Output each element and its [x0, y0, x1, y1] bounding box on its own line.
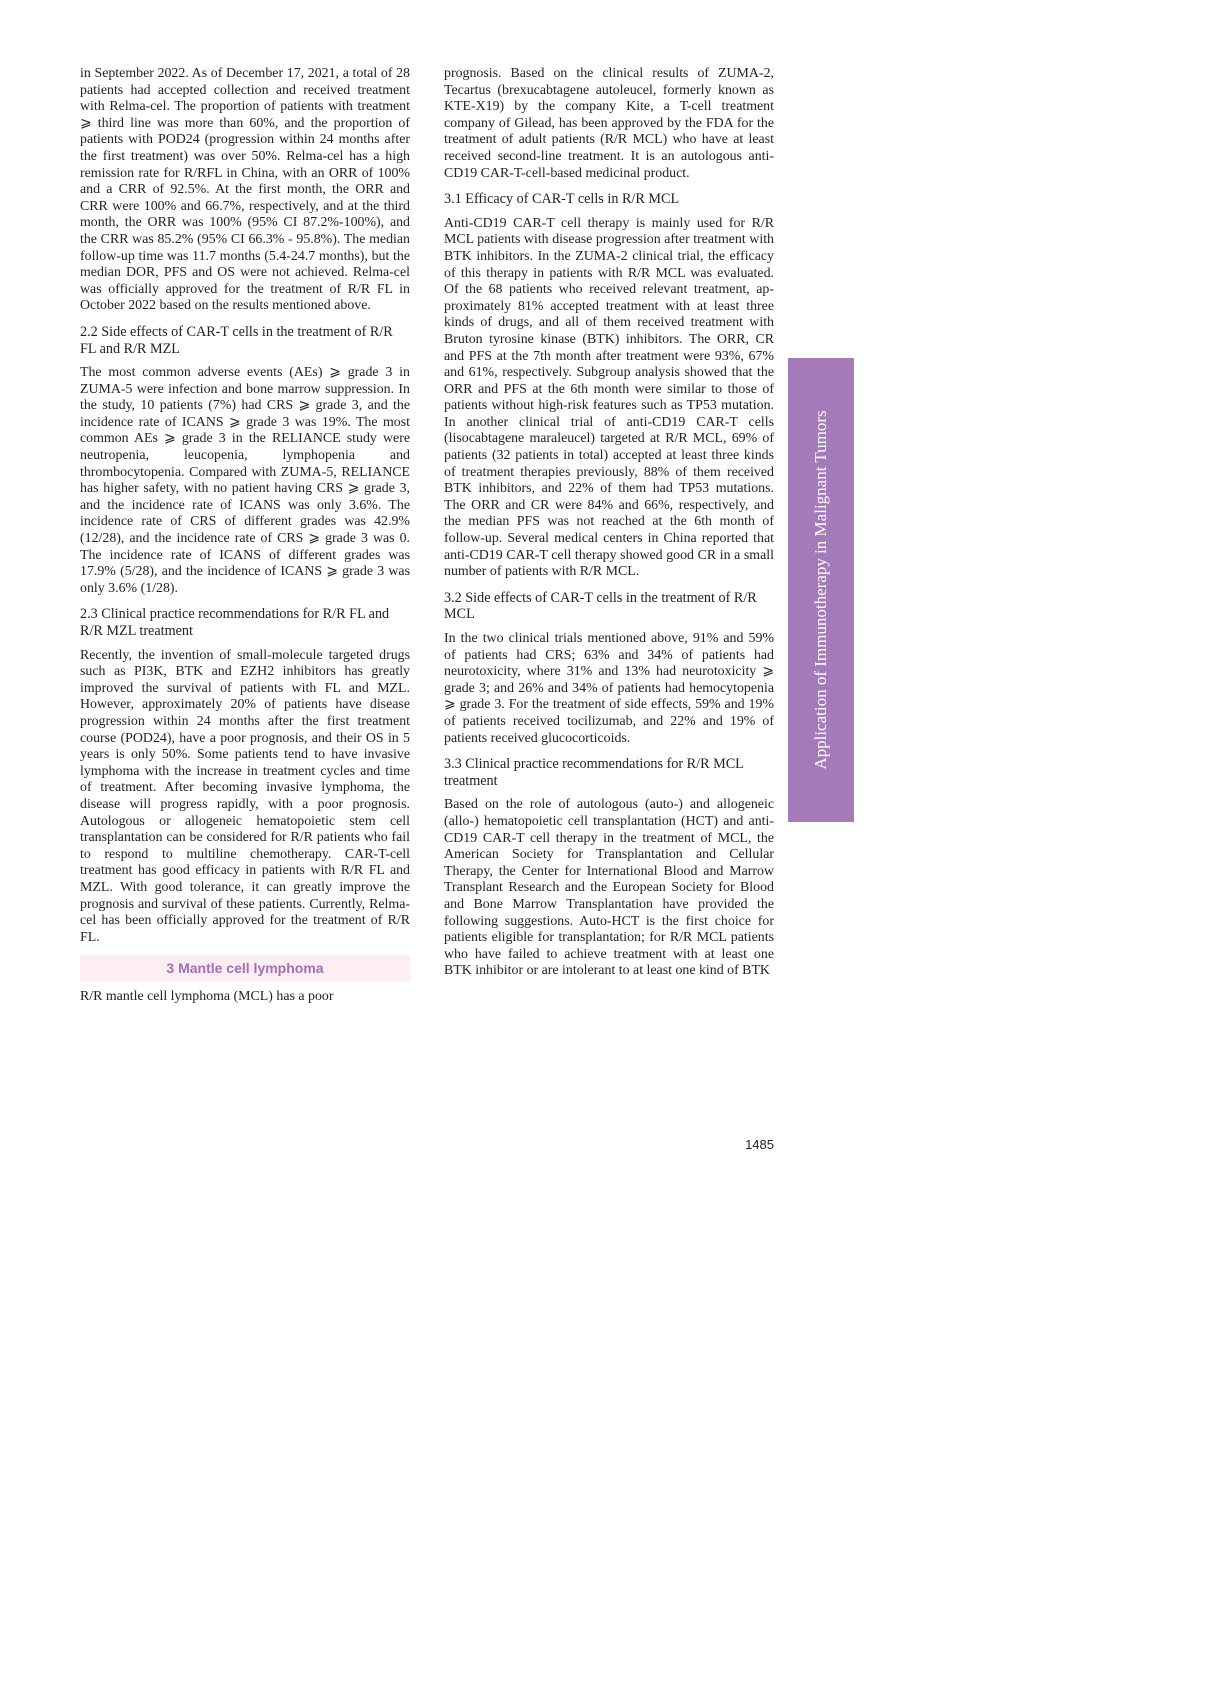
section-heading: 3 Mantle cell lymphoma [80, 955, 410, 981]
subsection-heading: 2.2 Side effects of CAR-T cells in the treatment of R/R FL and R/R MZL [80, 323, 393, 357]
paragraph: In the two clinical trials mentioned above, 91% and 59% of patients had CRS; 63% and 34% of patients had neurotoxicity, where 31% and 13% had neurotoxicity ⩾ grade 3; and 26% and 34% of patients had hemocytopenia ⩾ grade 3. For the treatment of side effects, 59% and 19% of patients received tocilizumab, and 22% and 19% of patients received glucocorticoids. [444, 631, 774, 746]
page-number: 1485 [745, 1137, 774, 1152]
subsection-heading: 3.1 Efficacy of CAR-T cells in R/R MCL [444, 191, 680, 208]
paragraph: Based on the role of autologous (auto-) and allogeneic (allo-) hematopoietic cell transplantation (HCT) and anti-CD19 CAR-T cell therapy in the treatment of MCL, the American Society for Transplantation and Cellular Therapy, the Center for International Blood and Marrow Transplant Research and the European Society for Blood and Bone Marrow Transplantation have provided the following suggestions. Auto-HCT is the first choice for patients eligible for transplantation; for R/R MCL patients who have failed to achieve treatment with at least one BTK inhibitor or are intolerant to at least one kind of BTK [444, 797, 774, 979]
right-column [444, 66, 774, 989]
paragraph: Anti-CD19 CAR-T cell therapy is mainly used for R/R MCL patients with disease progression after treatment with BTK inhibitors. In the ZUMA-2 clinical trial, the efficacy of this therapy in patients with R/R MCL was evaluated. Of the 68 patients who received relevant treatment, approximately 81% accepted treatment with at least three kinds of drugs, and all of them received treatment with Bruton tyrosine kinase (BTK) inhibitors. The ORR, CR and PFS at the 7th month after treatment were 93%, 67% and 61%, respectively. Subgroup analysis showed that the ORR and PFS at the 6th month were similar to those of patients without high-risk features such as TP53 mutation. In another clinical trial of anti-CD19 CAR-T cells (lisocabtagene maraleucel) targeted at R/R MCL, 69% of patients (32 patients in total) accepted at least three kinds of treatment therapies previously, 88% of them received BTK inhibitors, and 22% of them had TP53 mutations. The ORR and CR were 84% and 66%, respectively, and the median PFS was not reached at the 6th month of follow-up. Several medical centers in China reported that anti-CD19 CAR-T cell therapy showed good CR in a small number of patients with R/R MCL. [444, 215, 774, 580]
subsection-heading: 3.3 Clinical practice recommendations for R/R MCL treatment [444, 756, 744, 789]
side-tab [788, 358, 854, 822]
side-tab-label: Application of Immunotherapy in Malignant Tumors [811, 410, 830, 770]
paragraph: Recently, the invention of small-molecule targeted drugs such as PI3K, BTK and EZH2 inhibitors has greatly improved the survival of patients with FL and MZL. However, approximately 20% of patients have disease progression within 24 months after the first treatment course (POD24), have a poor prognosis, and their OS in 5 years is only 50%. Some patients tend to have invasive lymphoma with the increase in treatment cycles and time of treatment. After becoming invasive lymphoma, the disease will progress rapidly, with a poor prognosis. Autologous or allogeneic hematopoietic stem cell transplantation can be considered for R/R patients who fail to respond to multiline chemotherapy. CAR-T-cell treatment has good efficacy in patients with R/R FL and MZL. With good tolerance, it can greatly improve the prognosis and survival of these patients. Currently, Relma-cel has been officially approved for the treatment of R/R FL. [80, 647, 410, 945]
paragraph: in September 2022. As of December 17, 2021, a total of 28 patients had accepted collection and received treatment with Relma-cel. The proportion of patients with treatment ⩾ third line was more than 60%, and the proportion of patients with POD24 (progression within 24 months after the first treatment) was over 50%. Relma-cel has a high remission rate for R/RFL in China, with an ORR of 100% and a CRR of 92.5%. At the first month, the ORR and CRR were 100% and 66.7%, respectively, and at the third month, the ORR was 100% (95% CI 87.2%-100%), and the CRR was 85.2% (95% CI 66.3% - 95.8%). The median follow-up time was 11.7 months (5.4-24.7 months), but the median DOR, PFS and OS were not achieved. Relma-cel was officially approved for the treatment of R/R FL in October 2022 based on the results mentioned above. [80, 66, 410, 314]
paragraph: The most common adverse events (AEs) ⩾ grade 3 in ZUMA-5 were infection and bone marrow suppression. In the study, 10 patients (7%) had CRS ⩾ grade 3, and the incidence rate of ICANS ⩾ grade 3 was 19%. The most common AEs ⩾ grade 3 in the RELIANCE study were neutropenia, leucopenia, lymphopenia and thrombocytopenia. Compared with ZUMA-5, RELIANCE has higher safety, with no patient having CRS ⩾ grade 3, and the incidence rate of ICANS was only 3.6%. The incidence rate of CRS of different grades was 42.9% (12/28), and the incidence rate of CRS ⩾ grade 3 was 0. The incidence rate of ICANS of different grades was 17.9% (5/28), and the incidence of ICANS ⩾ grade 3 was only 3.6% (1/28). [80, 365, 410, 596]
paragraph: R/R mantle cell lymphoma (MCL) has a poor [80, 989, 334, 1005]
left-column [80, 66, 410, 1015]
subsection-heading: 3.2 Side effects of CAR-T cells in the treatment of R/R MCL [444, 589, 757, 623]
subsection-heading: 2.3 Clinical practice recommendations for R/R FL and R/R MZL treatment [80, 606, 390, 639]
paragraph: prognosis. Based on the clinical results of ZUMA-2, Tecartus (brexucabtagene autoleucel, formerly known as KTE-X19) by the company Kite, a T-cell treatment company of Gilead, has been approved by the FDA for the treatment of adult patients (R/R MCL) who have at least received second-line treatment. It is an autologous anti-CD19 CAR-T-cell-based medicinal product. [444, 66, 774, 181]
